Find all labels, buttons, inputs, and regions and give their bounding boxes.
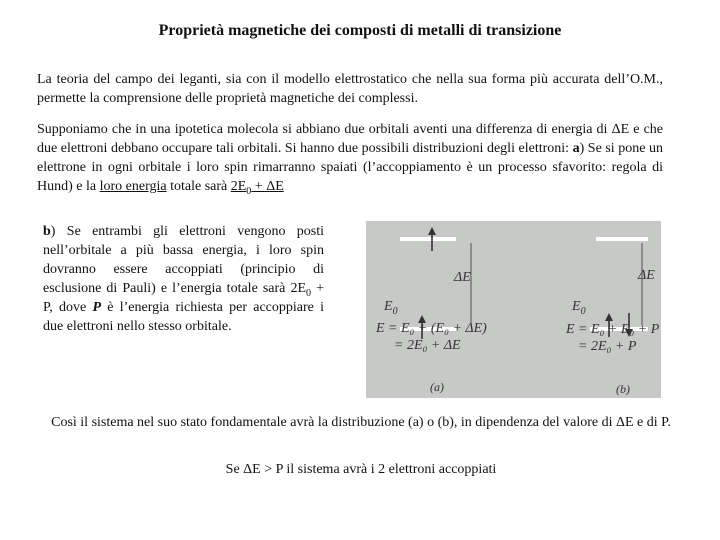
e0-label-a: $E_0$ <box>384 299 398 317</box>
conclusion-text: Così il sistema nel suo stato fondamentale avrà la distribuzione (a) o (b), in dipendenza del valore di ΔE e di P. <box>51 415 671 430</box>
caption-b: (b) <box>616 382 630 396</box>
energy-equation-line1-a: E = E₀ + (E₀ + ΔE) <box>376 321 487 336</box>
case-b-label: b <box>43 224 51 239</box>
case-a-text-2: e che due elettroni debbano occupare tali orbitali. Si hanno due possibili distribuzioni degli elettroni: <box>37 122 663 156</box>
spin-up-arrowhead-lower-b <box>605 313 613 321</box>
energy-equation-line2-a: = 2E₀ + ΔE <box>394 338 461 353</box>
condition-text: Se ΔE > P il sistema avrà i 2 elettroni accoppiati <box>225 462 497 477</box>
p-symbol: P <box>92 300 102 315</box>
case-b-energy-prefix: 2E <box>290 281 307 296</box>
orbital-diagram-figure <box>366 221 661 398</box>
delta-e-label-b: ΔE <box>638 268 655 283</box>
orbital-diagram <box>366 221 661 398</box>
delta-e-symbol: ΔE <box>611 122 630 137</box>
upper-level-a <box>400 237 456 241</box>
e0-label-b: $E_0$ <box>572 299 586 317</box>
case-b-energy-mid: + P, dove <box>43 281 324 315</box>
case-b-text-1: ) Se entrambi gli elettroni vengono posti nell’orbitale a più bassa energia, i loro spin dovranno essere accoppiati (principio di esclusione di Pauli) e l’energia totale sarà <box>43 224 324 296</box>
energy-equation-line2-b: = 2E₀ + P <box>578 339 637 354</box>
case-a-text-3: ) Se si pone un elettrone in ogni orbitale i loro spin rimarranno spaiati (l’accoppiamento è un processo sfavorito: regola di Hund) e la <box>37 141 663 194</box>
case-a-label: a <box>572 141 580 156</box>
caption-a: (a) <box>430 380 444 394</box>
case-b-text-2: è l’energia richiesta per accoppiare i due elettroni nello stesso orbitale. <box>43 300 325 334</box>
upper-level-b <box>596 237 648 241</box>
page-title: Proprietà magnetiche dei composti di metalli di transizione <box>158 22 562 39</box>
underlined-energy-text: loro energia <box>99 179 167 194</box>
case-a-energy-formula <box>230 179 284 197</box>
case-a-energy-sub: 0 <box>246 185 252 197</box>
energy-equation-line1-b: E = E₀ + E₀ + P <box>566 322 660 337</box>
delta-e-label-a: ΔE <box>454 270 471 285</box>
case-a-energy-prefix: 2E <box>230 179 247 194</box>
case-a-text-1: Supponiamo che in una ipotetica molecola si abbiano due orbitali aventi una differenza di energia di <box>37 122 612 137</box>
case-b-energy-sub: 0 <box>306 287 312 299</box>
case-a-text-4: totale sarà <box>166 179 231 194</box>
case-b-paragraph <box>43 222 324 336</box>
case-a-paragraph <box>37 120 663 196</box>
intro-paragraph: La teoria del campo dei leganti, sia con il modello elettrostatico che nella sua forma più accurata dell’O.M., permette la comprensione delle proprietà magnetiche dei complessi. <box>37 72 663 106</box>
case-a-energy-suffix: + ΔE <box>251 179 284 194</box>
spin-up-arrowhead-upper-a <box>428 227 436 235</box>
